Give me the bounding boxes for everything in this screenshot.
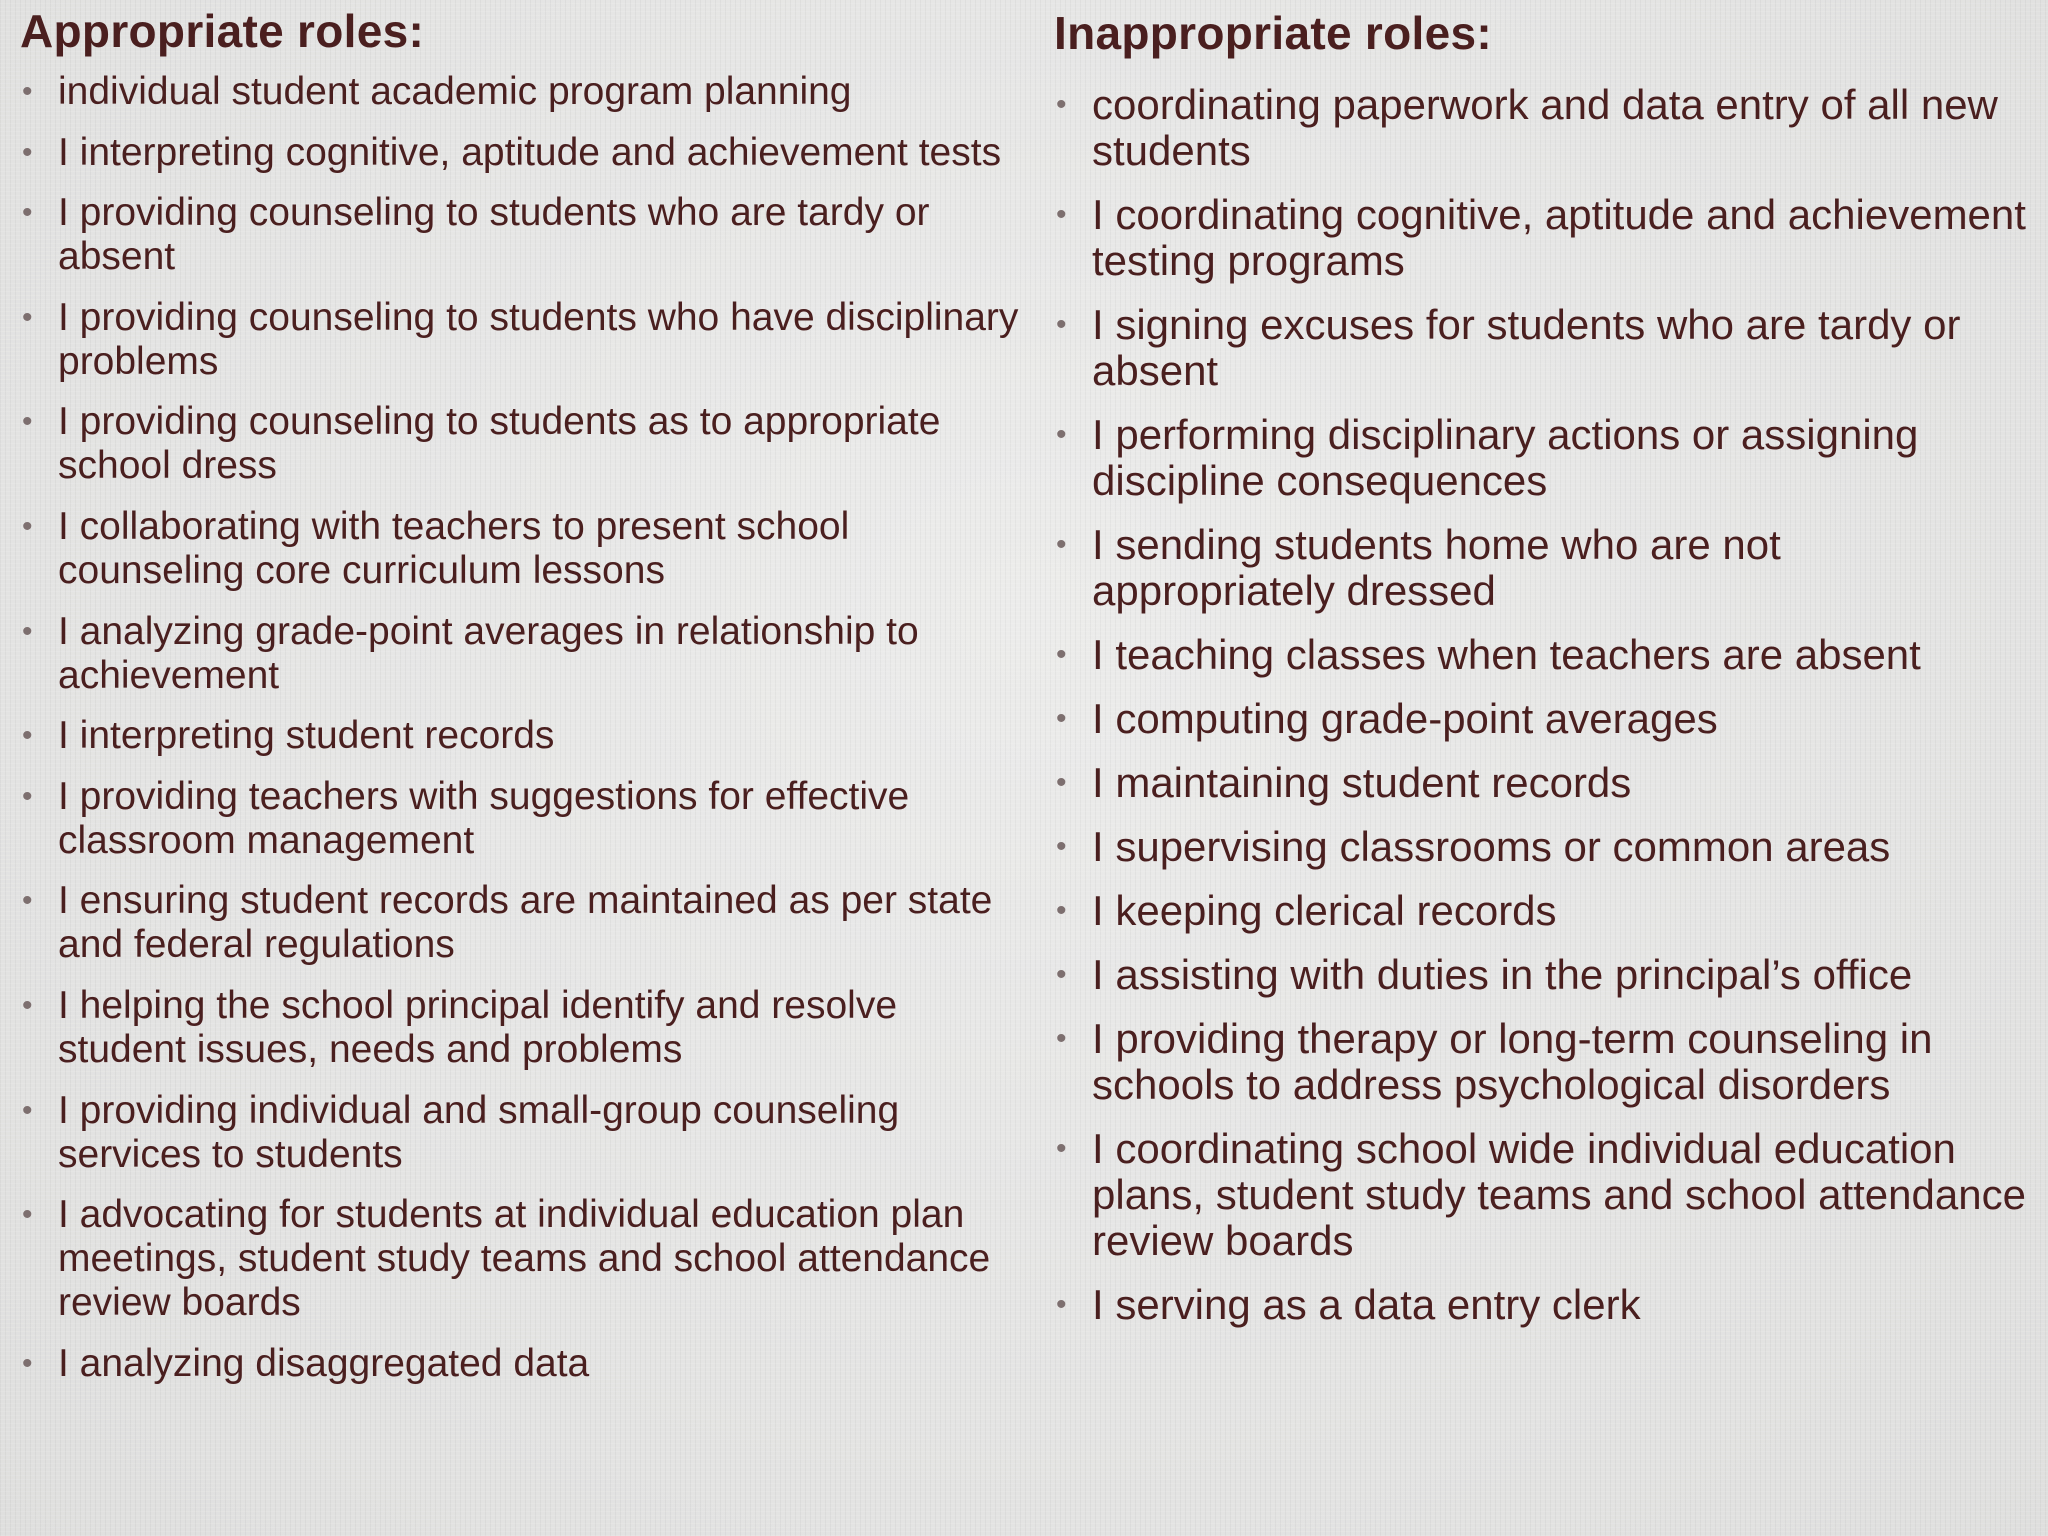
list-item-text: I providing teachers with suggestions for effective classroom management <box>58 774 910 862</box>
list-item <box>20 400 1030 488</box>
list-item <box>20 714 1030 758</box>
bullet-icon: • <box>22 614 33 648</box>
list-item-text: I collaborating with teachers to present school counseling core curriculum lessons <box>58 504 850 592</box>
list-item <box>1054 1282 2034 1328</box>
list-item <box>1054 522 2034 614</box>
list-item <box>1054 1126 2034 1264</box>
list-item-text: I keeping clerical records <box>1092 887 1557 934</box>
list-item-text: I providing counseling to students as to appropriate school dress <box>58 400 941 488</box>
list-item-text: I interpreting student records <box>58 714 555 758</box>
list-item <box>1054 952 2034 998</box>
list-item <box>20 131 1030 175</box>
bullet-icon: • <box>22 1198 33 1232</box>
list-item <box>20 775 1030 863</box>
list-item <box>1054 192 2034 284</box>
bullet-icon: • <box>22 509 33 543</box>
bullet-icon: • <box>1056 88 1067 121</box>
list-item-text: I supervising classrooms or common areas <box>1092 823 1891 870</box>
bullet-icon: • <box>22 719 33 753</box>
bullet-icon: • <box>1056 894 1067 927</box>
bullet-icon: • <box>1056 308 1067 341</box>
list-item-text: I providing counseling to students who have disciplinary problems <box>58 295 1019 383</box>
list-item-text: I maintaining student records <box>1092 759 1632 806</box>
bullet-icon: • <box>1056 418 1067 451</box>
list-item <box>20 879 1030 967</box>
list-item-text: I providing individual and small-group counseling services to students <box>58 1088 900 1176</box>
list-item <box>20 1342 1030 1386</box>
bullet-icon: • <box>1056 830 1067 863</box>
bullet-icon: • <box>1056 1022 1067 1055</box>
list-item-text: I advocating for students at individual education plan meetings, student study teams and school attendance review boards <box>58 1193 991 1325</box>
list-item <box>1054 888 2034 934</box>
bullet-icon: • <box>1056 528 1067 561</box>
bullet-icon: • <box>1056 702 1067 735</box>
list-item-text: I providing counseling to students who are tardy or absent <box>58 191 930 279</box>
list-item <box>20 984 1030 1072</box>
list-item-text: I serving as a data entry clerk <box>1092 1281 1641 1328</box>
bullet-icon: • <box>1056 638 1067 671</box>
list-item-text: I ensuring student records are maintained as per state and federal regulations <box>58 879 993 967</box>
bullet-icon: • <box>22 405 33 439</box>
bullet-icon: • <box>1056 958 1067 991</box>
list-item <box>1054 412 2034 504</box>
list-item-text: I providing therapy or long-term counseling in schools to address psychological disorders <box>1092 1015 1933 1108</box>
list-item-text: individual student academic program planning <box>58 70 852 113</box>
list-item <box>1054 824 2034 870</box>
bullet-icon: • <box>22 135 33 169</box>
bullet-icon: • <box>22 1346 33 1380</box>
list-item-text: I signing excuses for students who are tardy or absent <box>1092 301 1961 394</box>
list-item <box>20 1193 1030 1325</box>
bullet-icon: • <box>22 884 33 918</box>
bullet-icon: • <box>1056 1288 1067 1321</box>
list-item <box>20 610 1030 698</box>
list-item-text: I coordinating cognitive, aptitude and achievement testing programs <box>1092 191 2026 284</box>
list-item <box>1054 302 2034 394</box>
list-item-text: I coordinating school wide individual education plans, student study teams and school attendance review boards <box>1092 1125 2026 1264</box>
list-item-text: I analyzing disaggregated data <box>58 1341 590 1385</box>
list-item-text: coordinating paperwork and data entry of all new students <box>1092 81 1998 174</box>
appropriate-roles-column <box>20 0 1030 1402</box>
inappropriate-roles-heading: Inappropriate roles: <box>1054 7 1492 59</box>
list-item <box>20 296 1030 384</box>
list-item <box>1054 1016 2034 1108</box>
bullet-icon: • <box>22 779 33 813</box>
list-item-text: I interpreting cognitive, aptitude and achievement tests <box>58 130 1002 174</box>
bullet-icon: • <box>1056 198 1067 231</box>
bullet-icon: • <box>1056 1132 1067 1165</box>
bullet-icon: • <box>22 988 33 1022</box>
list-item-text: I assisting with duties in the principal’s office <box>1092 951 1913 998</box>
inappropriate-roles-list <box>1054 82 2034 1328</box>
list-item <box>20 191 1030 279</box>
inappropriate-roles-column <box>1054 0 2034 1346</box>
bullet-icon: • <box>1056 766 1067 799</box>
list-item-text: I teaching classes when teachers are absent <box>1092 631 1921 678</box>
bullet-icon: • <box>22 196 33 230</box>
list-item <box>20 1089 1030 1177</box>
appropriate-roles-heading: Appropriate roles: <box>20 5 425 57</box>
list-item-text: I analyzing grade-point averages in relationship to achievement <box>58 609 919 697</box>
bullet-icon: • <box>22 300 33 334</box>
list-item <box>1054 696 2034 742</box>
bullet-icon: • <box>22 75 33 108</box>
list-item <box>20 505 1030 593</box>
bullet-icon: • <box>22 1093 33 1127</box>
list-item <box>1054 82 2034 174</box>
list-item <box>1054 632 2034 678</box>
list-item-text: I helping the school principal identify and resolve student issues, needs and problems <box>58 983 898 1071</box>
appropriate-roles-list <box>20 70 1030 1386</box>
list-item <box>20 70 1030 114</box>
list-item <box>1054 760 2034 806</box>
list-item-text: I computing grade-point averages <box>1092 695 1718 742</box>
list-item-text: I performing disciplinary actions or assigning discipline consequences <box>1092 411 1919 504</box>
list-item-text: I sending students home who are not appropriately dressed <box>1092 521 1781 614</box>
